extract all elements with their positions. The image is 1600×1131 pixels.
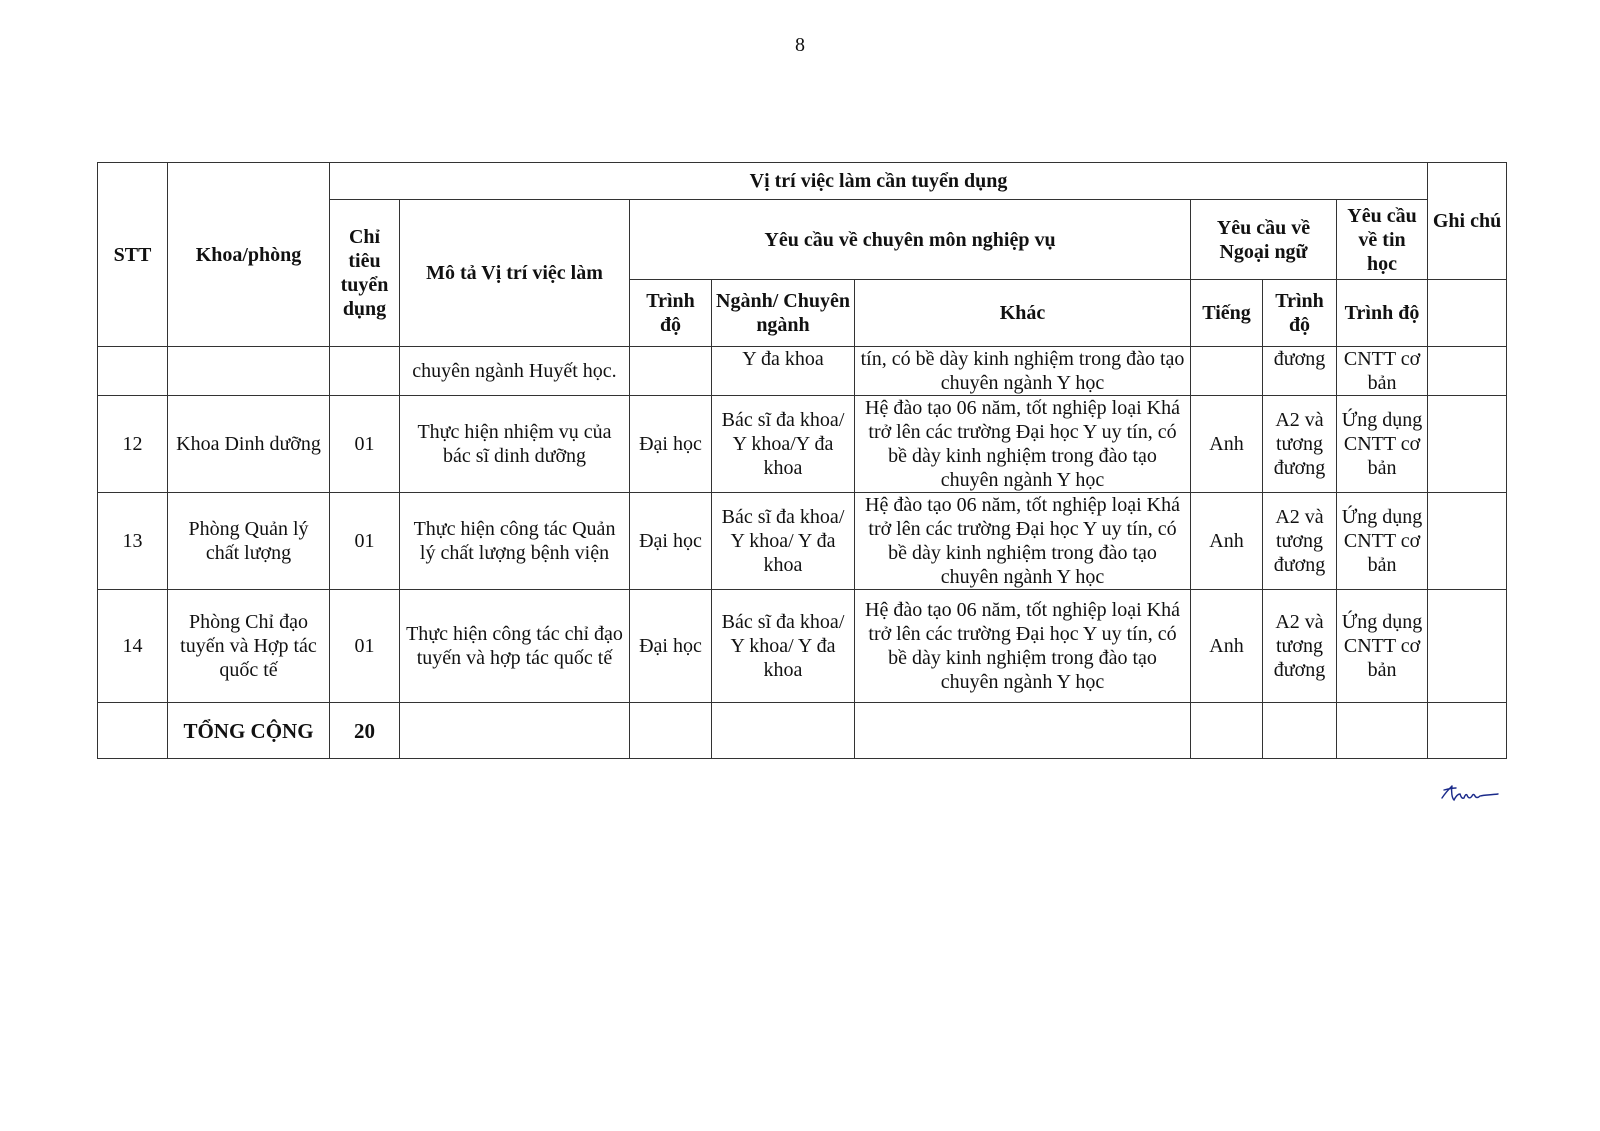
cell-trinh-do-nn: A2 và tương đương bbox=[1263, 396, 1337, 493]
header-khoa-phong: Khoa/phòng bbox=[168, 163, 330, 347]
cell-trinh-do: Đại học bbox=[630, 396, 712, 493]
header-nganh: Ngành/ Chuyên ngành bbox=[712, 280, 855, 347]
total-empty-cell bbox=[630, 703, 712, 759]
cell-ghi-chu bbox=[1428, 493, 1507, 590]
total-row bbox=[98, 703, 1507, 759]
cell-mo-ta: Thực hiện nhiệm vụ của bác sĩ dinh dưỡng bbox=[400, 396, 630, 493]
cell-khoa: Phòng Chỉ đạo tuyến và Hợp tác quốc tế bbox=[168, 590, 330, 703]
total-stt-cell bbox=[98, 703, 168, 759]
header-trinh-do-tin-hoc: Trình độ bbox=[1337, 280, 1428, 347]
header-trinh-do: Trình độ bbox=[630, 280, 712, 347]
table-row bbox=[98, 493, 1507, 590]
total-empty-cell bbox=[1337, 703, 1428, 759]
header-stt: STT bbox=[98, 163, 168, 347]
cell-trinh-do-nn: đương bbox=[1263, 347, 1337, 396]
header-tieng: Tiếng bbox=[1191, 280, 1263, 347]
signature-mark bbox=[1440, 782, 1500, 806]
cell-khac: tín, có bề dày kinh nghiệm trong đào tạo chuyên ngành Y học bbox=[855, 347, 1191, 396]
cell-tin-hoc: Ứng dụng CNTT cơ bản bbox=[1337, 493, 1428, 590]
cell-stt bbox=[98, 347, 168, 396]
cell-stt: 14 bbox=[98, 590, 168, 703]
total-empty-cell bbox=[1263, 703, 1337, 759]
cell-mo-ta: Thực hiện công tác chỉ đạo tuyến và hợp tác quốc tế bbox=[400, 590, 630, 703]
header-yeu-cau-chuyen-mon: Yêu cầu về chuyên môn nghiệp vụ bbox=[630, 200, 1191, 280]
header-chi-tieu: Chỉ tiêu tuyển dụng bbox=[330, 200, 400, 347]
table-row bbox=[98, 396, 1507, 493]
header-yeu-cau-ngoai-ngu: Yêu cầu về Ngoại ngữ bbox=[1191, 200, 1337, 280]
total-empty-cell bbox=[712, 703, 855, 759]
total-empty-cell bbox=[855, 703, 1191, 759]
cell-nganh: Bác sĩ đa khoa/ Y khoa/ Y đa khoa bbox=[712, 493, 855, 590]
cell-nganh: Bác sĩ đa khoa/ Y khoa/ Y đa khoa bbox=[712, 590, 855, 703]
cell-tieng: Anh bbox=[1191, 493, 1263, 590]
cell-chi-tieu: 01 bbox=[330, 493, 400, 590]
cell-tieng bbox=[1191, 347, 1263, 396]
header-mo-ta: Mô tả Vị trí việc làm bbox=[400, 200, 630, 347]
cell-trinh-do bbox=[630, 347, 712, 396]
cell-ghi-chu bbox=[1428, 590, 1507, 703]
cell-trinh-do-nn: A2 và tương đương bbox=[1263, 590, 1337, 703]
cell-stt: 12 bbox=[98, 396, 168, 493]
cell-khoa: Khoa Dinh dưỡng bbox=[168, 396, 330, 493]
header-ghi-chu: Ghi chú bbox=[1428, 163, 1507, 280]
cell-ghi-chu bbox=[1428, 347, 1507, 396]
header-ghi-chu-sub bbox=[1428, 280, 1507, 347]
cell-chi-tieu: 01 bbox=[330, 590, 400, 703]
cell-mo-ta: Thực hiện công tác Quản lý chất lượng bệnh viện bbox=[400, 493, 630, 590]
header-trinh-do-ngoai-ngu: Trình độ bbox=[1263, 280, 1337, 347]
total-label: TỔNG CỘNG bbox=[168, 703, 330, 759]
cell-tieng: Anh bbox=[1191, 396, 1263, 493]
table-row bbox=[98, 590, 1507, 703]
cell-trinh-do-nn: A2 và tương đương bbox=[1263, 493, 1337, 590]
cell-khac: Hệ đào tạo 06 năm, tốt nghiệp loại Khá trở lên các trường Đại học Y uy tín, có bề dày kinh nghiệm trong đào tạo chuyên ngành Y học bbox=[855, 493, 1191, 590]
cell-trinh-do: Đại học bbox=[630, 493, 712, 590]
cell-ghi-chu bbox=[1428, 396, 1507, 493]
header-vi-tri: Vị trí việc làm cần tuyển dụng bbox=[330, 163, 1428, 200]
cell-tin-hoc: CNTT cơ bản bbox=[1337, 347, 1428, 396]
cell-khac: Hệ đào tạo 06 năm, tốt nghiệp loại Khá trở lên các trường Đại học Y uy tín, có bề dày kinh nghiệm trong đào tạo chuyên ngành Y học bbox=[855, 590, 1191, 703]
cell-khac: Hệ đào tạo 06 năm, tốt nghiệp loại Khá trở lên các trường Đại học Y uy tín, có bề dày kinh nghiệm trong đào tạo chuyên ngành Y học bbox=[855, 396, 1191, 493]
header-khac: Khác bbox=[855, 280, 1191, 347]
cell-mo-ta: chuyên ngành Huyết học. bbox=[400, 347, 630, 396]
cell-stt: 13 bbox=[98, 493, 168, 590]
cell-chi-tieu bbox=[330, 347, 400, 396]
cell-trinh-do: Đại học bbox=[630, 590, 712, 703]
cell-tin-hoc: Ứng dụng CNTT cơ bản bbox=[1337, 590, 1428, 703]
cell-tieng: Anh bbox=[1191, 590, 1263, 703]
total-empty-cell bbox=[400, 703, 630, 759]
header-yeu-cau-tin-hoc: Yêu cầu về tin học bbox=[1337, 200, 1428, 280]
total-empty-cell bbox=[1191, 703, 1263, 759]
cell-tin-hoc: Ứng dụng CNTT cơ bản bbox=[1337, 396, 1428, 493]
cell-khoa: Phòng Quản lý chất lượng bbox=[168, 493, 330, 590]
total-value: 20 bbox=[330, 703, 400, 759]
cell-chi-tieu: 01 bbox=[330, 396, 400, 493]
cell-khoa bbox=[168, 347, 330, 396]
page-number: 8 bbox=[795, 34, 805, 56]
recruitment-table bbox=[97, 162, 1507, 759]
table-row bbox=[98, 347, 1507, 396]
total-empty-cell bbox=[1428, 703, 1507, 759]
cell-nganh: Y đa khoa bbox=[712, 347, 855, 396]
cell-nganh: Bác sĩ đa khoa/ Y khoa/Y đa khoa bbox=[712, 396, 855, 493]
